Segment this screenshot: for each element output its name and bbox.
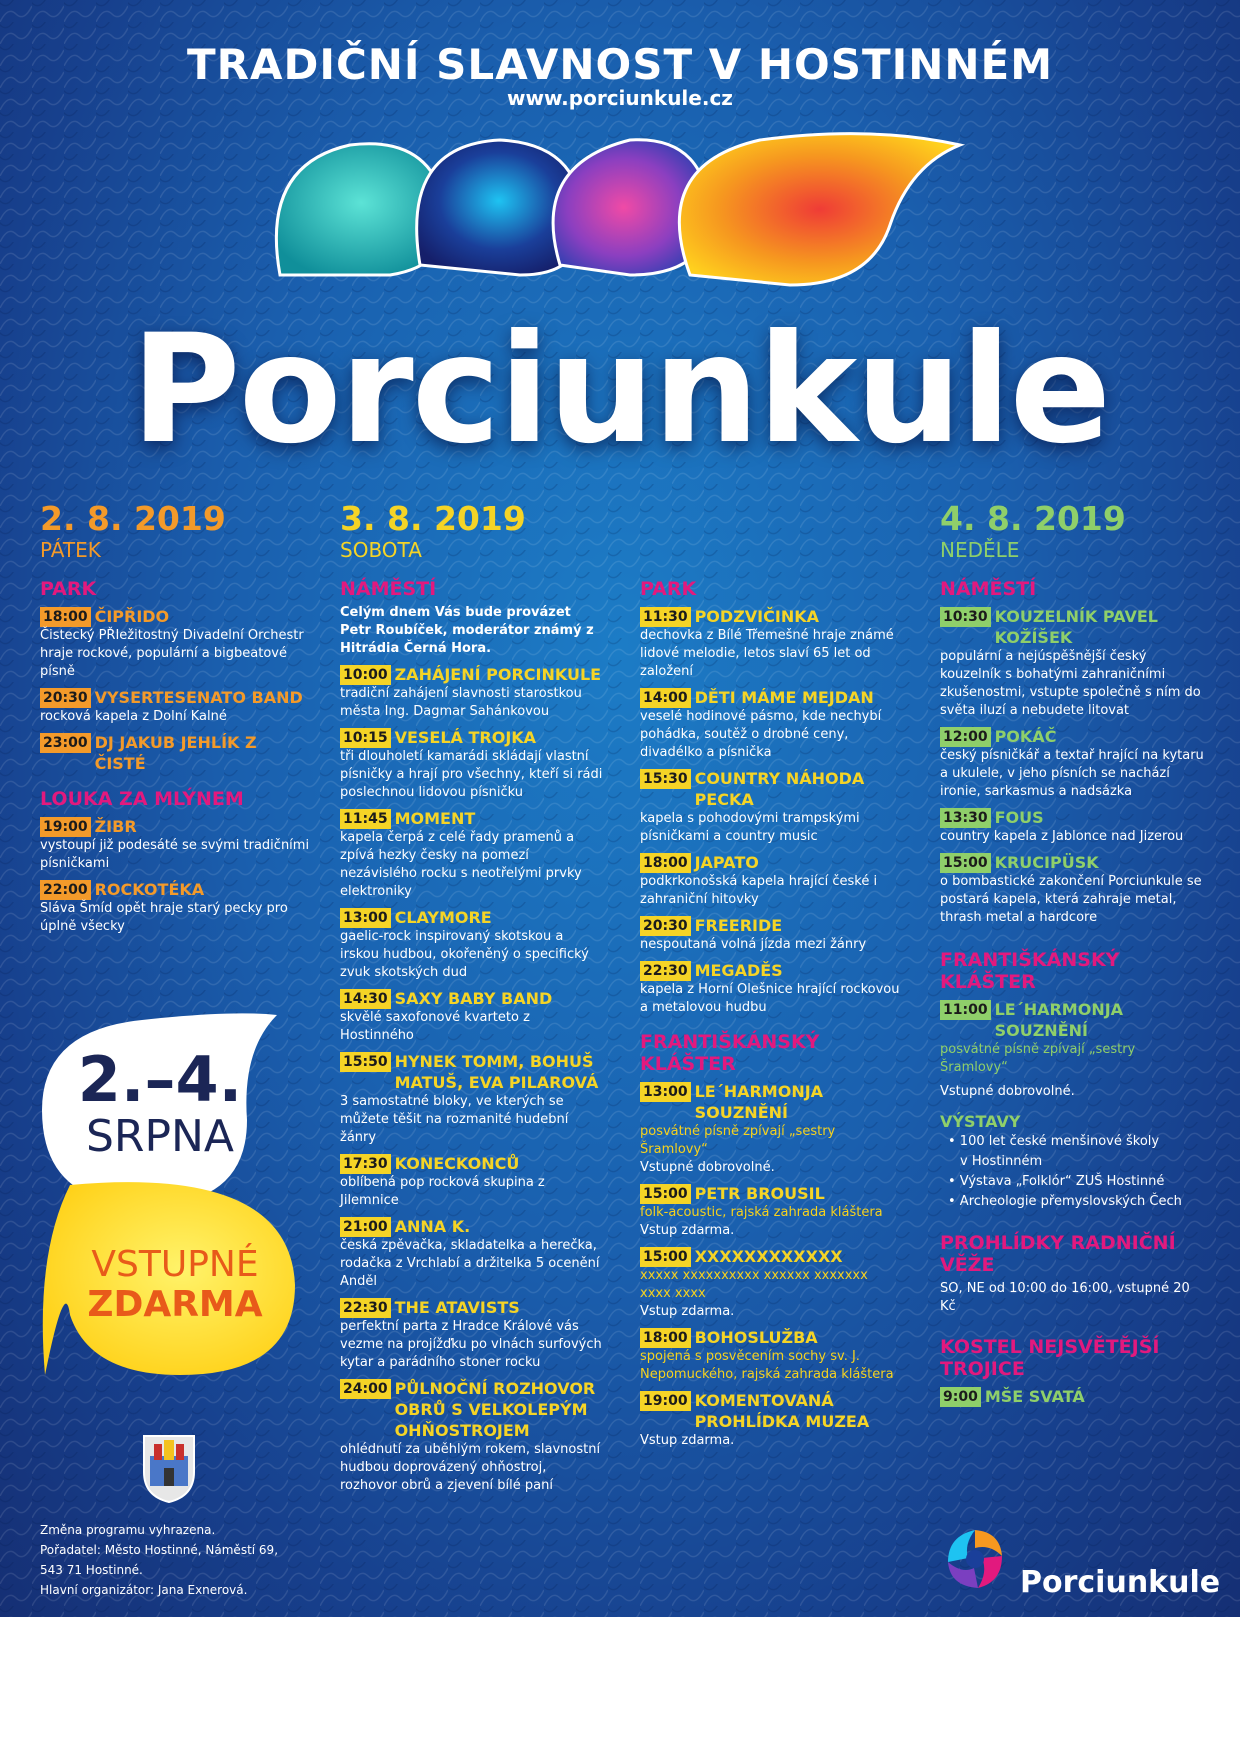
event-desc: kapela s pohodovými trampskými písničkami a country music (640, 811, 860, 844)
event-time: 15:00 (940, 853, 991, 873)
event-time: 20:30 (40, 688, 91, 708)
event-time: 11:00 (940, 1000, 991, 1020)
event-name: HYNEK TOMM, BOHUŠ MATUŠ, EVA PILAROVÁ (394, 1052, 599, 1092)
header-title: TRADIČNÍ SLAVNOST V HOSTINNÉM (186, 40, 1054, 89)
event-desc: Sláva Šmíd opět hraje starý pecky pro úplně všecky (40, 901, 288, 934)
event-name: LE´HARMONJA SOUZNĚNÍ (694, 1082, 824, 1122)
event-name: DJ JAKUB JEHLÍK Z ČISTÉ (94, 733, 257, 773)
event-desc: ohlédnutí za uběhlým rokem, slavnostní hudbou doprovázený ohňostroj, rozhovor obrů a zjevení bílé paní (340, 1442, 601, 1493)
event-time: 18:00 (640, 1328, 691, 1348)
event-note: Vstup zdarma. (640, 1223, 735, 1238)
event-item (40, 879, 315, 936)
event-name: KOUZELNÍK PAVEL KOŽÍŠEK (994, 607, 1158, 647)
event-name: FOUS (994, 808, 1044, 827)
event-time: 22:30 (640, 961, 691, 981)
event-item (40, 687, 315, 726)
event-item (340, 664, 605, 721)
logo-text: Porciunkule (1020, 1565, 1221, 1600)
event-name: KONECKONCŮ (394, 1154, 520, 1173)
entry-badge (60, 1245, 290, 1325)
event-name: ŽIBR (94, 817, 137, 836)
event-item (640, 768, 900, 846)
event-time: 17:30 (340, 1154, 391, 1174)
event-item (940, 999, 1205, 1101)
friday-column (40, 500, 315, 936)
exhibition-item: v Hostinném (960, 1154, 1043, 1169)
event-time: 22:00 (40, 880, 91, 900)
event-time: 14:30 (340, 989, 391, 1009)
porciunkule-logo-icon (940, 1524, 1010, 1594)
saturday-venue-park: PARK (640, 578, 697, 600)
friday-venue-park: PARK (40, 578, 97, 600)
event-note: Vstupné dobrovolné. (940, 1084, 1075, 1099)
event-desc: dechovka z Bílé Třemešné hraje známé lidové melodie, letos slaví 65 let od založení (640, 628, 894, 679)
exhibition-item: • Výstava „Folklór“ ZUŠ Hostinné (948, 1174, 1165, 1189)
event-name: PŮLNOČNÍ ROZHOVOR OBRŮ S VELKOLEPÝM OHŇOSTROJEM (394, 1379, 596, 1440)
main-title: Porciunkule (130, 303, 1110, 477)
event-name: VYSERTESENATO BAND (94, 688, 303, 707)
entry-line2: ZDARMA (87, 1284, 263, 1325)
event-item (40, 816, 315, 873)
event-desc: nespoutaná volná jízda mezi žánry (640, 937, 867, 952)
saturday-column-b (640, 578, 900, 1450)
saturday-venue-klaster: FRANTIŠKÁNSKÝ KLÁŠTER (640, 1031, 820, 1075)
event-time: 20:30 (640, 916, 691, 936)
event-desc: kapela z Horní Olešnice hrající rockovou a metalovou hudbu (640, 982, 900, 1015)
sunday-day: NEDĚLE (940, 538, 1020, 562)
event-item (640, 1183, 900, 1240)
event-item (340, 1297, 605, 1372)
event-time: 19:00 (40, 817, 91, 837)
event-time: 15:30 (640, 769, 691, 789)
event-desc: spojená s posvěcením sochy sv. J. Nepomuckého, rajská zahrada kláštera (640, 1349, 894, 1382)
dates-line2: SRPNA (85, 1111, 235, 1162)
event-time: 15:00 (640, 1247, 691, 1267)
event-time: 9:00 (940, 1387, 981, 1407)
event-desc: o bombastické zakončení Porciunkule se postará kapela, která zahraje metal, thrash metal a hardcore (940, 874, 1202, 925)
event-name: KRUCIPÜSK (994, 853, 1099, 872)
event-desc: tradiční zahájení slavnosti starostkou města Ing. Dagmar Sahánkovou (340, 686, 582, 719)
sunday-venue-namesti: NÁMĚSTÍ (940, 578, 1037, 600)
event-time: 12:00 (940, 727, 991, 747)
event-desc: kapela čerpá z celé řady pramenů a zpívá hezky česky na pomezí nezávislého rocku s neotřelými prvky elektroniky (340, 830, 582, 899)
exhibitions-title: VÝSTAVY (940, 1112, 1021, 1131)
sunday-venue-tower: PROHLÍDKY RADNIČNÍ VĚŽE (940, 1232, 1176, 1276)
event-item (340, 988, 605, 1045)
dates-line1: 2.–4. (77, 1043, 243, 1116)
friday-day: PÁTEK (40, 538, 101, 562)
event-name: COUNTRY NÁHODA PECKA (694, 769, 865, 809)
dates-badge (40, 1043, 280, 1162)
footer-line4: Hlavní organizátor: Jana Exnerová. (40, 1583, 248, 1597)
exhibition-item: • Archeologie přemyslovských Čech (948, 1194, 1182, 1209)
event-name: THE ATAVISTS (394, 1298, 520, 1317)
event-desc: vystoupí již podesáté se svými tradičními písničkami (40, 838, 310, 871)
event-name: KOMENTOVANÁ PROHLÍDKA MUZEA (694, 1391, 870, 1431)
event-name: DĚTI MÁME MEJDAN (694, 688, 874, 707)
event-name: JAPATO (694, 853, 759, 872)
event-desc: podkrkonošská kapela hrající české i zahraniční hitovky (640, 874, 878, 907)
logo-drops-graphic (270, 125, 970, 295)
event-name: LE´HARMONJA SOUZNĚNÍ (994, 1000, 1124, 1040)
event-desc: country kapela z Jablonce nad Jizerou (940, 829, 1184, 844)
event-time: 11:45 (340, 809, 391, 829)
event-time: 22:30 (340, 1298, 391, 1318)
event-desc: český písničkář a textař hrající na kytaru a ukulele, v jeho písních se nachází ironie, sarkasmus a nadsázka (940, 748, 1204, 799)
saturday-day: SOBOTA (340, 538, 422, 562)
event-desc: gaelic-rock inspirovaný skotskou a irskou hudbou, okořeněný o specifický zvuk skotských dud (340, 929, 589, 980)
event-name: PODZVIČINKA (694, 607, 819, 626)
event-item (340, 808, 605, 901)
footer-line2: Pořadatel: Město Hostinné, Náměstí 69, (40, 1543, 279, 1557)
sunday-date: 4. 8. 2019 (940, 499, 1126, 538)
event-item (940, 606, 1205, 720)
saturday-intro: Celým dnem Vás bude provázet Petr Roubíček, moderátor známý z Hitrádia Černá Hora. (340, 605, 594, 656)
event-name: POKÁČ (994, 727, 1057, 746)
event-desc: posvátné písně zpívají „sestry Šramlovy“ (940, 1042, 1136, 1075)
event-desc: xxxxx xxxxxxxxxx xxxxxx xxxxxxx xxxx xxxx (640, 1268, 868, 1301)
saturday-column (340, 500, 605, 1495)
event-item (940, 852, 1205, 927)
event-name: VESELÁ TROJKA (394, 728, 537, 747)
event-item (640, 1081, 900, 1177)
entry-line1: VSTUPNÉ (91, 1244, 259, 1285)
event-item (640, 1327, 900, 1384)
event-time: 13:00 (640, 1082, 691, 1102)
town-crest-icon (140, 1432, 198, 1504)
event-name: MOMENT (394, 809, 476, 828)
event-time: 18:00 (40, 607, 91, 627)
event-item (640, 687, 900, 762)
event-name: ČIPŘIDO (94, 607, 170, 626)
event-time: 13:30 (940, 808, 991, 828)
event-item (340, 1378, 605, 1495)
event-name: XXXXXXXXXXXX (694, 1247, 843, 1266)
event-time: 15:50 (340, 1052, 391, 1072)
event-time: 23:00 (40, 733, 91, 753)
sunday-venue-klaster: FRANTIŠKÁNSKÝ KLÁŠTER (940, 949, 1120, 993)
event-item (940, 807, 1205, 846)
exhibition-item: • 100 let české menšinové školy (948, 1134, 1160, 1149)
header-url[interactable]: www.porciunkule.cz (507, 86, 733, 110)
footer-line1: Změna programu vyhrazena. (40, 1523, 216, 1537)
event-time: 11:30 (640, 607, 691, 627)
event-item (40, 606, 315, 681)
event-item (340, 1051, 605, 1147)
event-time: 18:00 (640, 853, 691, 873)
event-time: 10:00 (340, 665, 391, 685)
event-desc: oblíbená pop rocková skupina z Jilemnice (340, 1175, 545, 1208)
event-desc: folk-acoustic, rajská zahrada kláštera (640, 1205, 883, 1220)
event-time: 19:00 (640, 1391, 691, 1411)
tower-desc: SO, NE od 10:00 do 16:00, vstupné 20 Kč (940, 1281, 1190, 1314)
event-note: Vstup zdarma. (640, 1433, 735, 1448)
event-time: 10:30 (940, 607, 991, 627)
event-item (340, 907, 605, 982)
event-name: ROCKOTÉKA (94, 880, 205, 899)
event-desc: populární a nejúspěšnější český kouzelník s bohatými zahraničními zkušenostmi, vstupte společně s ním do světa iluzí a nebudete litovat (940, 649, 1201, 718)
event-name: FREERIDE (694, 916, 783, 935)
event-item (340, 1216, 605, 1291)
event-desc: perfektní parta z Hradce Králové vás vezme na projížďku po vlnách surfových kytar a parádního stoner rocku (340, 1319, 602, 1370)
event-note: Vstup zdarma. (640, 1304, 735, 1319)
event-item (40, 732, 315, 774)
event-desc: rocková kapela z Dolní Kalné (40, 709, 227, 724)
event-item (640, 606, 900, 681)
event-name: CLAYMORE (394, 908, 492, 927)
event-name: ANNA K. (394, 1217, 471, 1236)
event-time: 10:15 (340, 728, 391, 748)
saturday-venue-namesti: NÁMĚSTÍ (340, 578, 437, 600)
event-name: PETR BROUSIL (694, 1184, 825, 1203)
event-item (940, 726, 1205, 801)
event-time: 21:00 (340, 1217, 391, 1237)
event-desc: 3 samostatné bloky, ve kterých se můžete těšit na rozmanité hudební žánry (340, 1094, 569, 1145)
event-name: MEGADĚS (694, 961, 783, 980)
event-item (640, 1390, 900, 1450)
event-time: 24:00 (340, 1379, 391, 1399)
event-time: 15:00 (640, 1184, 691, 1204)
footer-info (40, 1520, 320, 1600)
event-desc: skvělé saxofonové kvarteto z Hostinného (340, 1010, 530, 1043)
friday-venue-louka: LOUKA ZA MLÝNEM (40, 788, 244, 810)
event-time: 14:00 (640, 688, 691, 708)
event-item (640, 1246, 900, 1321)
event-time: 13:00 (340, 908, 391, 928)
event-desc: tři dlouholetí kamarádi skládají vlastní písničky a hrají pro všechny, kteří si rádi poslechnou lidovou písničku (340, 749, 603, 800)
event-name: SAXY BABY BAND (394, 989, 553, 1008)
event-desc: Čistecký PŘIežitostný Divadelní Orchestr hraje rockové, populární a bigbeatové písně (40, 628, 304, 679)
event-note: Vstupné dobrovolné. (640, 1160, 775, 1175)
event-name: ZAHÁJENÍ PORCINKULE (394, 665, 602, 684)
event-item (940, 1386, 1205, 1407)
saturday-date: 3. 8. 2019 (340, 499, 526, 538)
event-item (640, 852, 900, 909)
sunday-column (940, 500, 1205, 1407)
sunday-venue-kostel: KOSTEL NEJSVĚTĚJŠÍ TROJICE (940, 1336, 1160, 1380)
event-desc: posvátné písně zpívají „sestry Šramlovy“ (640, 1124, 836, 1157)
event-item (640, 960, 900, 1017)
footer-line3: 543 71 Hostinné. (40, 1563, 143, 1577)
event-item (340, 727, 605, 802)
event-item (640, 915, 900, 954)
event-desc: česká zpěvačka, skladatelka a herečka, rodačka z Vrchlabí a držitelka 5 ocenění Anděl (340, 1238, 600, 1289)
event-name: BOHOSLUŽBA (694, 1328, 818, 1347)
friday-date: 2. 8. 2019 (40, 499, 226, 538)
event-name: MŠE SVATÁ (984, 1387, 1085, 1406)
event-item (340, 1153, 605, 1210)
event-desc: veselé hodinové pásmo, kde nechybí pohádka, soutěž o drobné ceny, divadélko a písnička (640, 709, 882, 760)
